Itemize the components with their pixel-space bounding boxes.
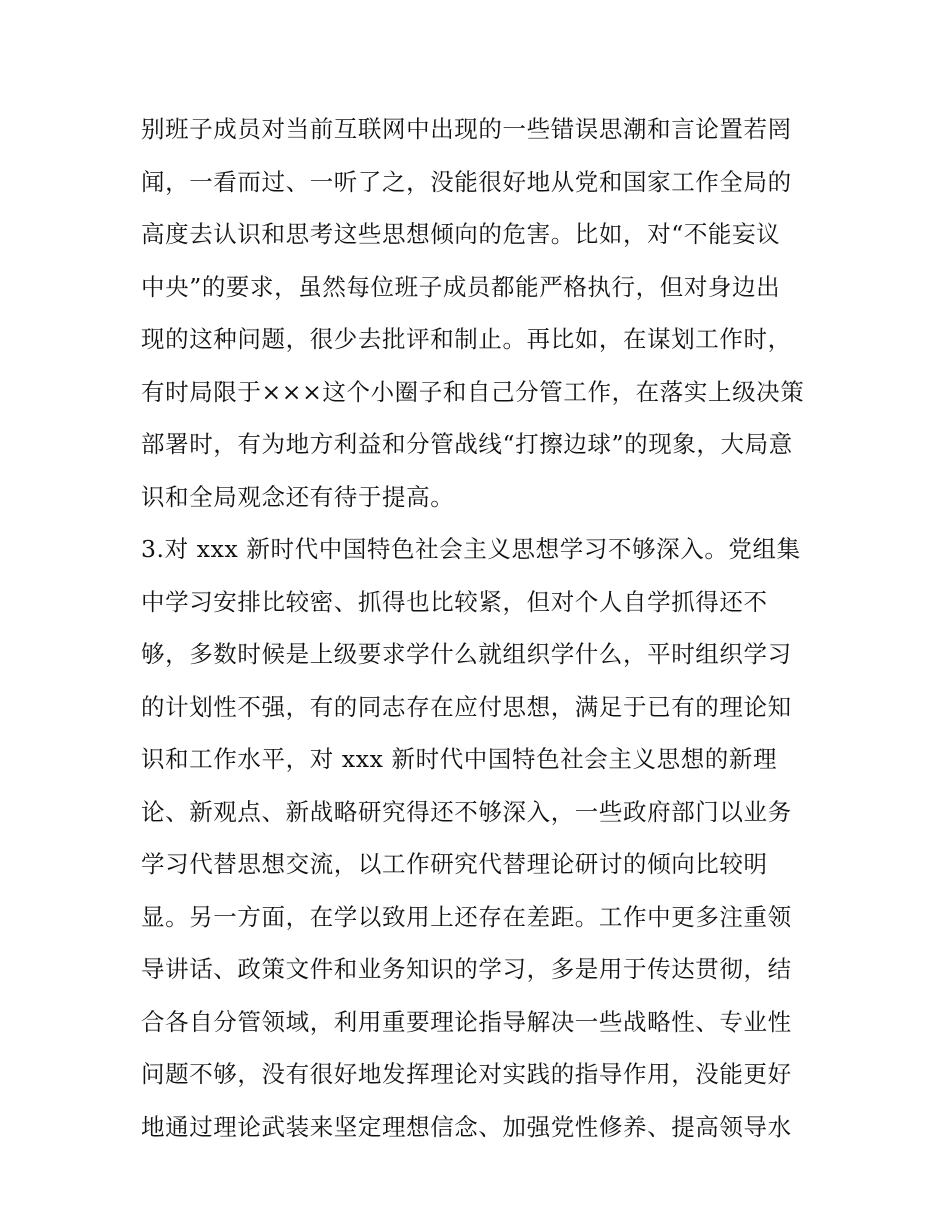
text-line: 部署时，有为地方利益和分管战线“打擦边球”的现象，大局意 bbox=[141, 430, 793, 458]
text-line: 够，多数时候是上级要求学什么就组织学什么，平时组织学习 bbox=[141, 640, 792, 668]
text-line: 闻，一看而过、一听了之，没能很好地从党和国家工作全局的 bbox=[141, 167, 792, 196]
text-line: 中央”的要求，虽然每位班子成员都能严格执行，但对身边出 bbox=[141, 272, 781, 301]
text-line: 论、新观点、新战略研究得还不够深入，一些政府部门以业务 bbox=[141, 797, 792, 826]
text-line: 的计划性不强，有的同志存在应付思想，满足于已有的理论知 bbox=[141, 692, 792, 721]
section-heading-line: 3.对 xxx 新时代中国特色社会主义思想学习不够深入。党组集 bbox=[141, 535, 801, 563]
text-line: 合各自分管领域，利用重要理论指导解决一些战略性、专业性 bbox=[141, 1007, 792, 1036]
text-line: 导讲话、政策文件和业务知识的学习，多是用于传达贯彻，结 bbox=[141, 955, 792, 983]
text-line: 现的这种问题，很少去批评和制止。再比如，在谋划工作时， bbox=[141, 325, 792, 353]
body-text bbox=[141, 103, 821, 1153]
text-line: 地通过理论武装来坚定理想信念、加强党性修养、提高领导水 bbox=[141, 1112, 792, 1141]
text-line: 中学习安排比较密、抓得也比较紧，但对个人自学抓得还不 bbox=[141, 587, 768, 616]
text-line: 学习代替思想交流，以工作研究代替理论研讨的倾向比较明 bbox=[141, 850, 768, 878]
text-line: 显。另一方面，在学以致用上还存在差距。工作中更多注重领 bbox=[141, 902, 792, 931]
text-line: 别班子成员对当前互联网中出现的一些错误思潮和言论置若罔 bbox=[141, 115, 792, 143]
text-line: 问题不够，没有很好地发挥理论对实践的指导作用，没能更好 bbox=[141, 1060, 792, 1088]
text-line: 有时局限于×××这个小圈子和自己分管工作，在落实上级决策 bbox=[141, 377, 805, 406]
text-line: 识和工作水平，对 xxx 新时代中国特色社会主义思想的新理 bbox=[141, 745, 778, 773]
text-line: 识和全局观念还有待于提高。 bbox=[141, 482, 455, 511]
text-line: 高度去认识和思考这些思想倾向的危害。比如，对“不能妄议 bbox=[141, 220, 781, 248]
